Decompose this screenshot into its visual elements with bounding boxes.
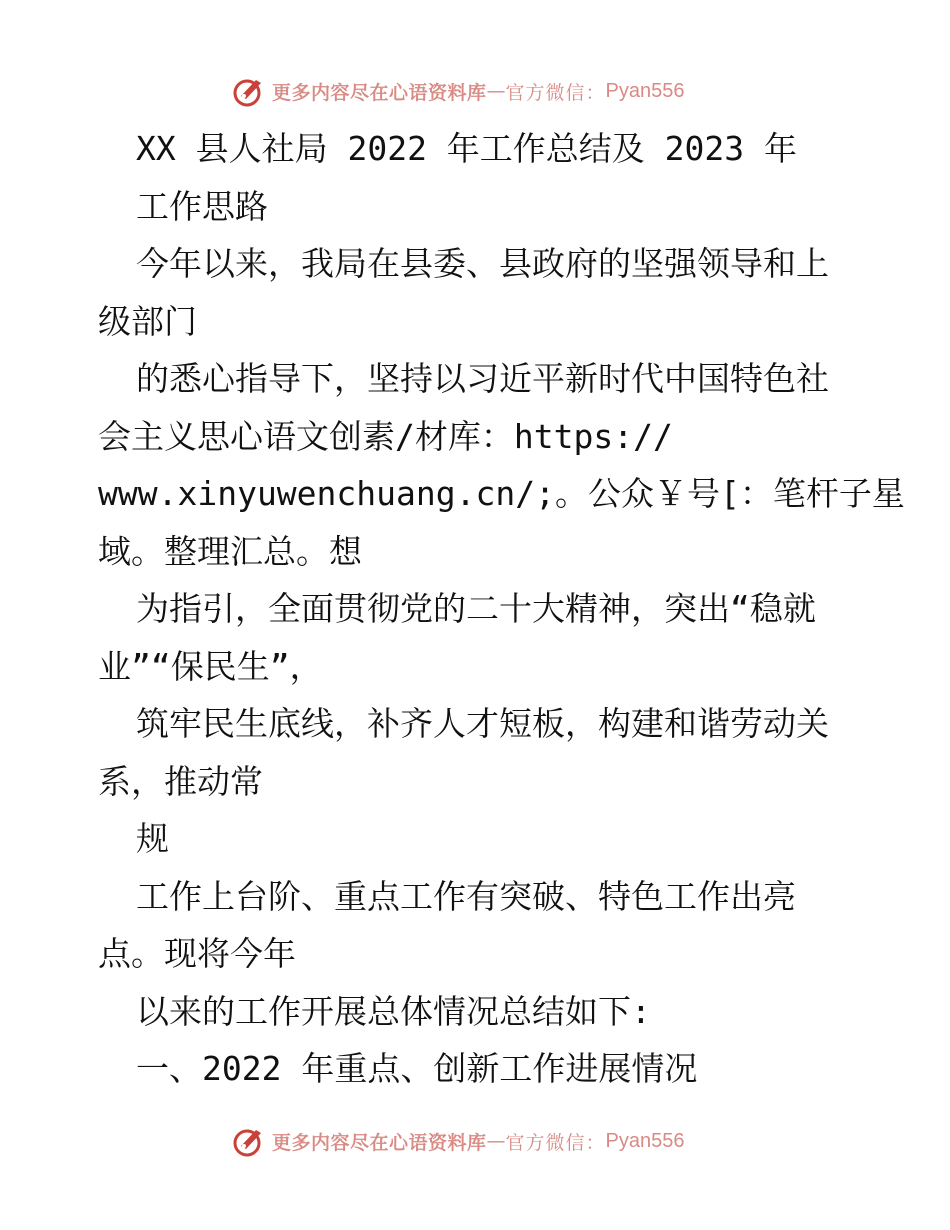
document-title-line-1: XX 县人社局 2022 年工作总结及 2023 年: [136, 129, 798, 168]
document-title-line-2: 工作思路: [136, 186, 268, 226]
document-body: [98, 120, 905, 1098]
paragraph-line: 以来的工作开展总体情况总结如下:: [136, 991, 651, 1031]
paragraph-line: 规: [136, 819, 169, 858]
watermark-account-id: Pyan556: [605, 1129, 685, 1152]
paragraph-line: 为指引，全面贯彻党的二十大精神，突出“稳就: [136, 589, 816, 628]
paragraph-line: www.xinyuwenchuang.cn/;。公众￥号[：笔杆子星: [98, 474, 905, 513]
paragraph-line: 工作上台阶、重点工作有突破、特色工作出亮: [136, 876, 796, 916]
pen-nib-circle-icon: [232, 74, 266, 108]
paragraph-line: 级部门: [98, 301, 197, 341]
paragraph-line: 会主义思心语文创素/材库：https://: [98, 416, 673, 456]
header-watermark: [232, 71, 685, 111]
watermark-account-id: Pyan556: [605, 79, 685, 102]
footer-watermark: [232, 1121, 685, 1161]
paragraph-line: 筑牢民生底线，补齐人才短板，构建和谐劳动关: [136, 704, 829, 743]
pen-nib-circle-icon: [232, 1124, 266, 1158]
section-heading: 一、2022 年重点、创新工作进展情况: [136, 1049, 698, 1088]
paragraph-line: 域。整理汇总。想: [98, 531, 362, 571]
watermark-suffix-text: 官方微信：: [505, 1131, 606, 1154]
watermark-separator: —: [486, 1130, 506, 1152]
watermark-brand-text: 更多内容尽在心语资料库: [272, 81, 487, 104]
paragraph-line: 点。现将今年: [98, 934, 296, 973]
paragraph-line: 的悉心指导下，坚持以习近平新时代中国特色社: [136, 359, 829, 398]
paragraph-line: 业”“保民生”，: [98, 646, 323, 686]
paragraph-line: 今年以来，我局在县委、县政府的坚强领导和上: [136, 244, 829, 283]
watermark-brand-text: 更多内容尽在心语资料库: [272, 1131, 487, 1154]
watermark-separator: —: [486, 80, 506, 102]
watermark-suffix-text: 官方微信：: [505, 81, 606, 104]
paragraph-line: 系，推动常: [98, 761, 263, 801]
